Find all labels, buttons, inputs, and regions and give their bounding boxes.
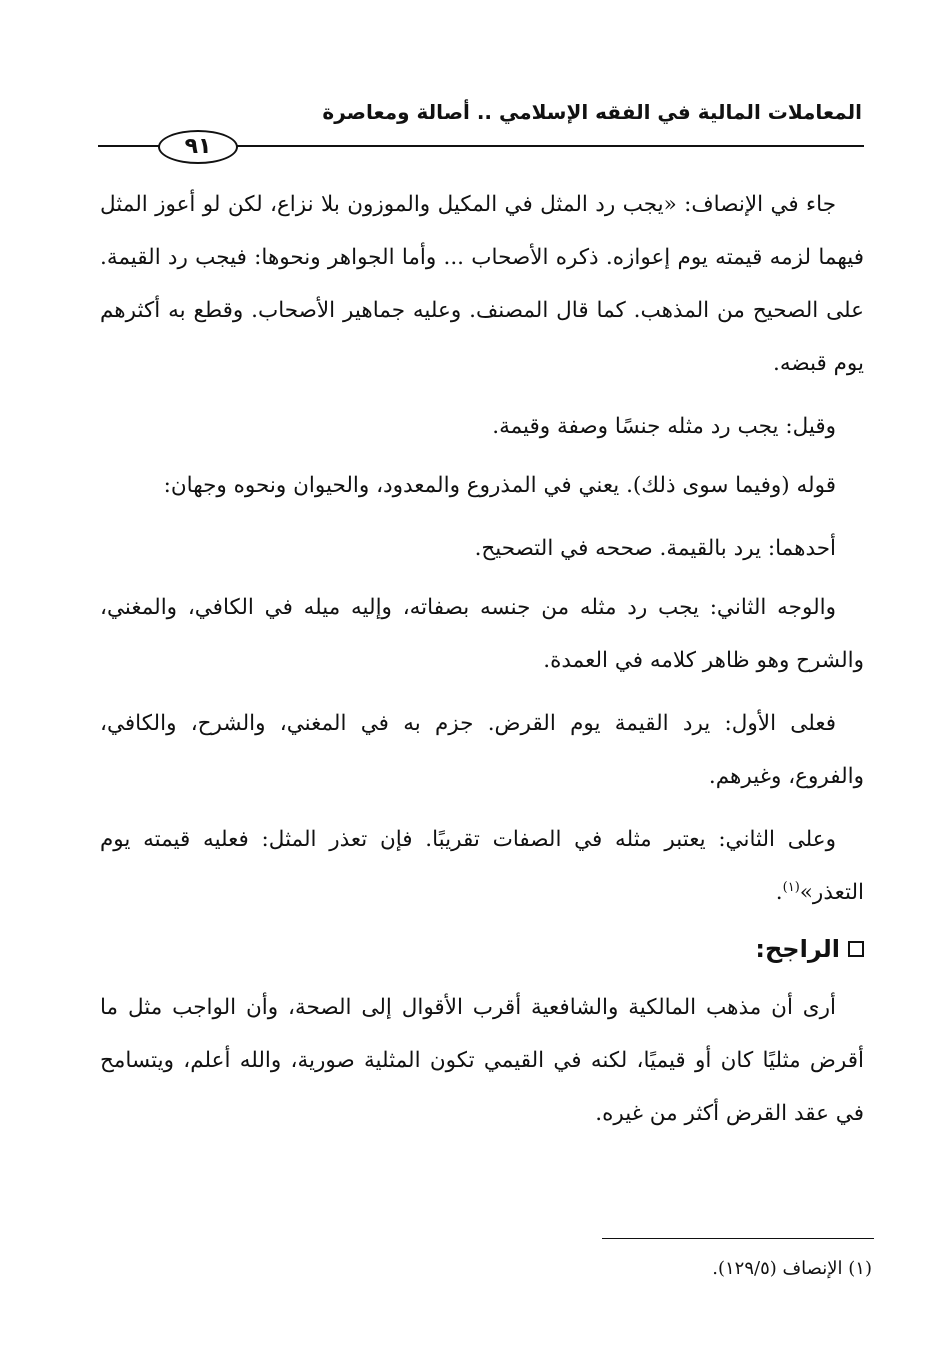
paragraph-second-ruling bbox=[100, 813, 864, 919]
section-heading-rajih bbox=[100, 929, 864, 969]
main-text bbox=[100, 178, 864, 1150]
page-number: ٩١ bbox=[158, 130, 238, 164]
paragraph-qawluhu: قوله (وفيما سوى ذلك). يعني في المذروع والمعدود، والحيوان ونحوه وجهان: bbox=[163, 473, 836, 498]
footnote-marker: (١) bbox=[782, 879, 800, 895]
paragraph-ahaduhuma: أحدهما: يرد بالقيمة. صححه في التصحيح. bbox=[474, 536, 836, 561]
paragraph-conclusion: أرى أن مذهب المالكية والشافعية أقرب الأقوال إلى الصحة، وأن الواجب مثل ما أقرض مثليًا كان أو قيميًا، لكنه في القيمي تكون المثلية صورية، والله أعلم، ويتسامح في عقد القرض أكثر من غيره. bbox=[100, 995, 864, 1126]
paragraph-insaf-quote: جاء في الإنصاف: «يجب رد المثل في المكيل والموزون بلا نزاع، لكن لو أعوز المثل فيهما لزمه قيمته يوم إعوازه. ذكره الأصحاب ... وأما الجواهر ونحوها: فيجب رد القيمة. على الصحيح من المذهب. كما قال المصنف. وعليه جماهير الأصحاب. وقطع به أكثرهم يوم قبضه. bbox=[100, 192, 864, 376]
paragraph-end-punct: . bbox=[775, 880, 783, 905]
footnote-rule bbox=[602, 1238, 874, 1239]
running-head-title: المعاملات المالية في الفقه الإسلامي .. أصالة ومعاصرة bbox=[322, 100, 862, 124]
paragraph-second-ruling-text: وعلى الثاني: يعتبر مثله في الصفات تقريبًا. فإن تعذر المثل: فعليه قيمته يوم التعذر» bbox=[100, 827, 864, 905]
checkbox-square-icon bbox=[848, 941, 864, 957]
paragraph-second-view: والوجه الثاني: يجب رد مثله من جنسه بصفاته، وإليه ميله في الكافي، والمغني، والشرح وهو ظاهر كلامه في العمدة. bbox=[100, 595, 864, 673]
paragraph-qila: وقيل: يجب رد مثله جنسًا وصفة وقيمة. bbox=[492, 414, 836, 439]
section-heading-text: الراجح: bbox=[755, 935, 840, 963]
footnote-1: (١) الإنصاف (١٢٩/٥). bbox=[712, 1258, 872, 1279]
paragraph-first-ruling: فعلى الأول: يرد القيمة يوم القرض. جزم به في المغني، والشرح، والكافي، والفروع، وغيرهم. bbox=[100, 711, 864, 789]
